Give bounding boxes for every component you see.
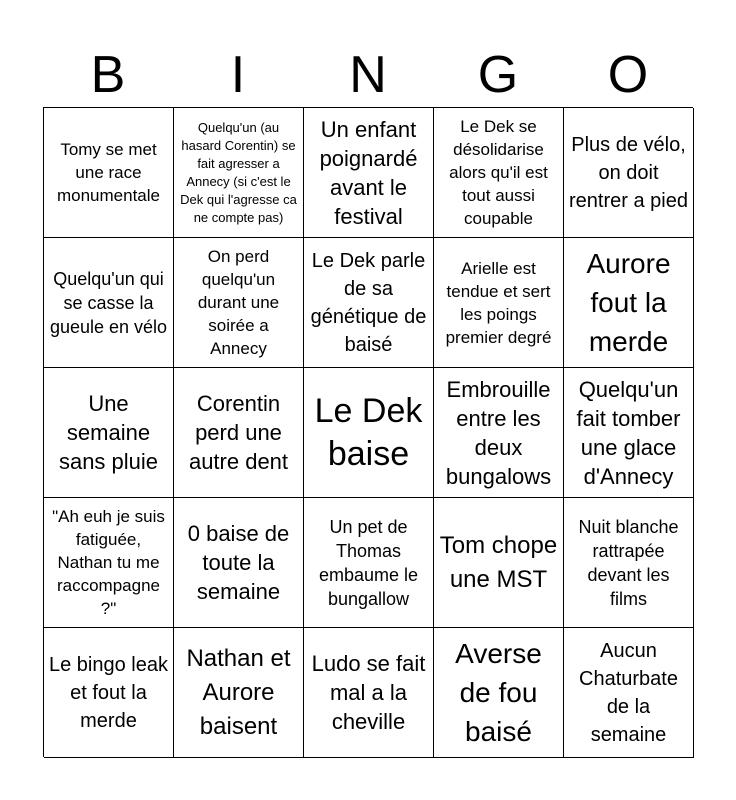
cell-text: 0 baise de toute la semaine — [187, 521, 290, 604]
header-letter-i: I — [230, 46, 246, 104]
cell-text: Le Dek se désolidarise alors qu'il est tout aussi coupable — [449, 117, 548, 228]
cell-text: Nuit blanche rattrapée devant les films — [578, 516, 679, 609]
bingo-cell[interactable] — [174, 238, 304, 368]
bingo-cell[interactable] — [564, 628, 694, 758]
bingo-cell[interactable] — [174, 498, 304, 628]
bingo-cell[interactable] — [304, 238, 434, 368]
cell-text: Aurore fout la merde — [586, 248, 671, 357]
cell-text: Nathan et Aurore baisent — [186, 644, 291, 740]
bingo-cell[interactable] — [304, 368, 434, 498]
bingo-cell[interactable] — [174, 368, 304, 498]
cell-text: Le Dek parle de sa génétique de baisé — [310, 249, 427, 356]
cell-text: Embrouille entre les deux bungalows — [445, 376, 552, 489]
bingo-grid — [43, 107, 693, 757]
bingo-cell[interactable] — [434, 628, 564, 758]
bingo-cell[interactable] — [304, 108, 434, 238]
cell-text: Quelqu'un qui se casse la gueule en vélo — [49, 268, 168, 337]
bingo-cell[interactable] — [564, 498, 694, 628]
bingo-cell[interactable] — [174, 108, 304, 238]
bingo-cell[interactable] — [434, 498, 564, 628]
bingo-cell[interactable] — [304, 498, 434, 628]
bingo-cell[interactable] — [564, 108, 694, 238]
bingo-cell[interactable] — [44, 368, 174, 498]
cell-text: Quelqu'un (au hasard Corentin) se fait agresser a Annecy (si c'est le Dek qui l'agresse ca ne compte pas) — [180, 119, 297, 225]
header-letter-n: N — [349, 46, 387, 104]
cell-text: Aucun Chaturbate de la semaine — [579, 639, 678, 746]
cell-text: Quelqu'un fait tomber une glace d'Annecy — [576, 376, 681, 489]
cell-text: Corentin perd une autre dent — [188, 391, 289, 474]
header-letter-g: G — [477, 46, 519, 104]
cell-text: Un pet de Thomas embaume le bungallow — [318, 516, 419, 609]
cell-text: Ludo se fait mal a la cheville — [311, 651, 426, 734]
cell-text: Tomy se met une race monumentale — [56, 140, 160, 205]
cell-text: Une semaine sans pluie — [58, 391, 159, 474]
cell-text: Plus de vélo, on doit rentrer a pied — [569, 133, 688, 212]
bingo-cell[interactable] — [564, 238, 694, 368]
bingo-cell[interactable] — [174, 628, 304, 758]
cell-text: "Ah euh je suis fatiguée, Nathan tu me raccompagne ?" — [52, 507, 165, 618]
bingo-cell[interactable] — [304, 628, 434, 758]
bingo-cell[interactable] — [44, 108, 174, 238]
cell-text: Tom chope une MST — [439, 531, 558, 593]
bingo-cell[interactable] — [434, 368, 564, 498]
cell-text: Le Dek baise — [314, 391, 423, 473]
cell-text: Un enfant poignardé avant le festival — [319, 116, 418, 229]
header-letter-b: B — [90, 46, 126, 104]
bingo-cell[interactable] — [434, 238, 564, 368]
bingo-header — [43, 44, 693, 106]
header-letter-o: O — [607, 46, 649, 104]
bingo-cell[interactable] — [44, 628, 174, 758]
cell-text: Arielle est tendue et sert les poings premier degré — [445, 258, 552, 347]
bingo-cell[interactable] — [434, 108, 564, 238]
bingo-cell[interactable] — [564, 368, 694, 498]
cell-text: Le bingo leak et fout la merde — [49, 653, 168, 732]
cell-text: Averse de fou baisé — [455, 638, 542, 747]
cell-text: On perd quelqu'un durant une soirée a Annecy — [197, 247, 280, 358]
bingo-cell[interactable] — [44, 238, 174, 368]
bingo-cell[interactable] — [44, 498, 174, 628]
